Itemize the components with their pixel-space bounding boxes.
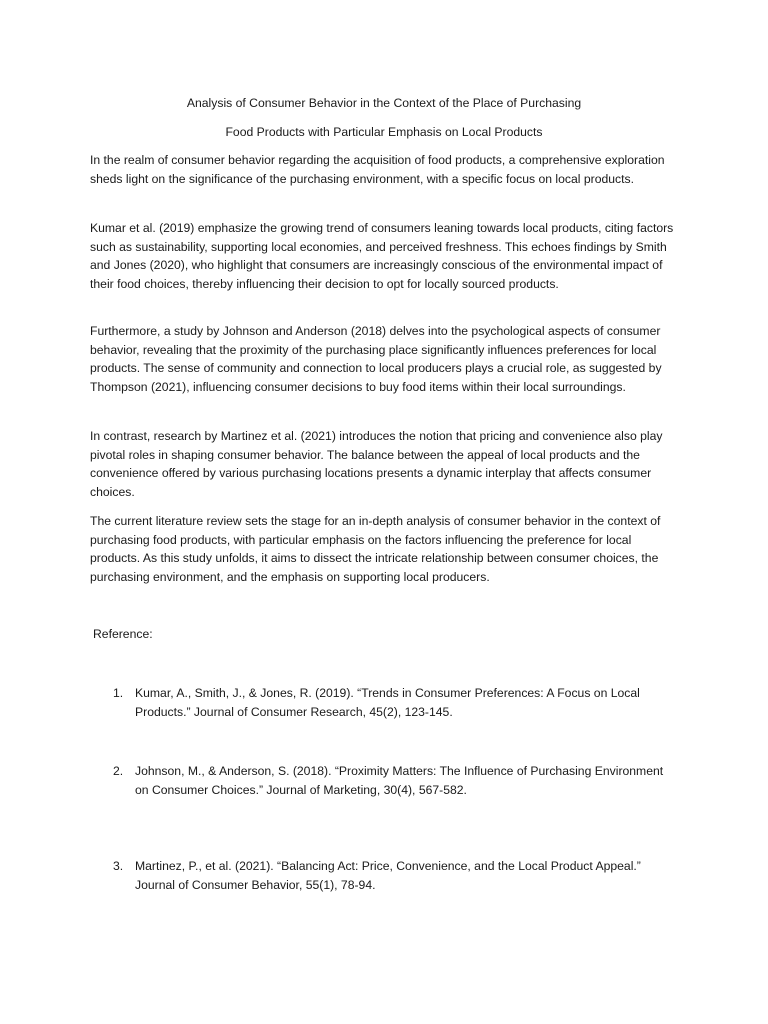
reference-number: 3.: [113, 859, 124, 873]
paragraph-martinez: In contrast, research by Martinez et al. (2021) introduces the notion that pricing and convenience also play pivotal roles in shaping consumer behavior. The balance between the appeal of local products and the convenience offered by various purchasing locations presents a dynamic interplay that affects consumer choices.: [90, 429, 663, 500]
paragraph-johnson: Furthermore, a study by Johnson and Anderson (2018) delves into the psychological aspects of consumer behavior, revealing that the proximity of the purchasing place significantly influences preferences for local products. The sense of community and connection to local producers plays a crucial role, as suggested by Thompson (2021), influencing consumer decisions to buy food items within their local surroundings.: [90, 324, 662, 395]
reference-text: Martinez, P., et al. (2021). “Balancing Act: Price, Convenience, and the Local Product Appeal.” Journal of Consumer Behavior, 55(1), 78-94.: [135, 859, 641, 892]
reference-text: Kumar, A., Smith, J., & Jones, R. (2019). “Trends in Consumer Preferences: A Focus on Local Products.” Journal of Consumer Research, 45(2), 123-145.: [135, 686, 640, 719]
reference-number: 1.: [113, 686, 124, 700]
document-title-line-1: Analysis of Consumer Behavior in the Context of the Place of Purchasing: [186, 96, 582, 110]
reference-text: Johnson, M., & Anderson, S. (2018). “Proximity Matters: The Influence of Purchasing Environment on Consumer Choices.” Journal of Marketing, 30(4), 567-582.: [135, 764, 664, 797]
document-title-line-2: Food Products with Particular Emphasis on Local Products: [225, 125, 543, 139]
reference-number: 2.: [113, 764, 124, 778]
paragraph-intro: In the realm of consumer behavior regarding the acquisition of food products, a comprehensive exploration sheds light on the significance of the purchasing environment, with a specific focus on local products.: [90, 153, 665, 186]
paragraph-conclusion: The current literature review sets the stage for an in-depth analysis of consumer behavior in the context of purchasing food products, with particular emphasis on the factors influencing the preference for local products. As this study unfolds, it aims to dissect the intricate relationship between consumer choices, the purchasing environment, and the emphasis on supporting local producers.: [90, 514, 661, 585]
paragraph-kumar: Kumar et al. (2019) emphasize the growing trend of consumers leaning towards local products, citing factors such as sustainability, supporting local economies, and perceived freshness. This echoes findings by Smith and Jones (2020), who highlight that consumers are increasingly conscious of the environmental impact of their food choices, thereby influencing their decision to opt for locally sourced products.: [90, 221, 674, 292]
reference-heading: Reference:: [93, 627, 153, 641]
